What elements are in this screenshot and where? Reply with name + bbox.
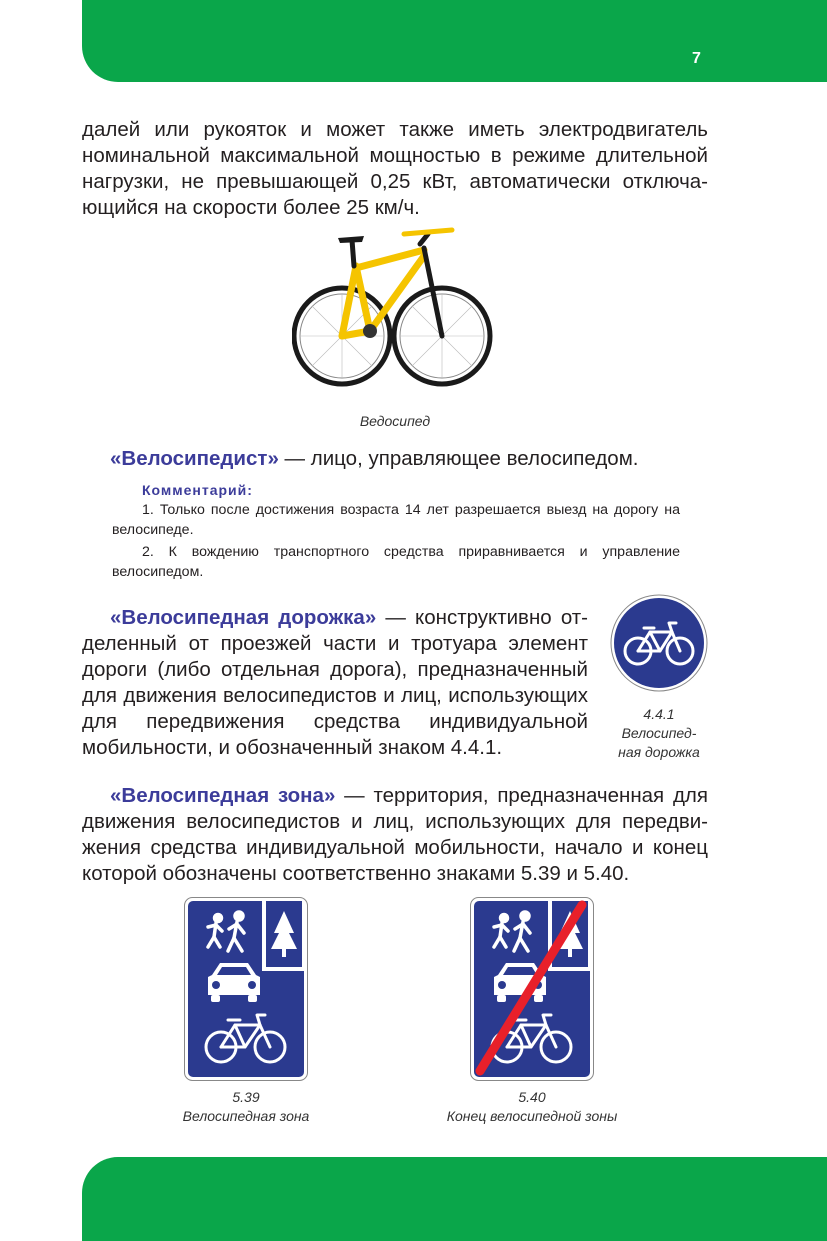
- sign-4-4-1-number: 4.4.1: [643, 706, 675, 722]
- sign-5-39-caption: [146, 1088, 346, 1126]
- sign-5-39-name: Велосипедная зона: [182, 1108, 310, 1124]
- comment-item-2: [112, 542, 680, 582]
- comment-item-2-text: 2. К вождению транспортного средства приравнивается и управление велосипедом.: [112, 544, 680, 580]
- bike-path-term: «Велосипедная дорожка»: [110, 606, 377, 629]
- sign-5-40-name: Конец велосипедной зоны: [446, 1108, 618, 1124]
- comment-title: Комментарий:: [142, 482, 253, 498]
- sign-4-4-1-name-line1: Велосипед-: [621, 725, 697, 741]
- intro-paragraph: далей или рукояток и может также иметь электродвигатель номинальной максимальной мощностью в режиме длительной нагрузки, не превышающей 0,25 кВт, автоматически отключающийся на скорости более 25 км/ч.: [82, 118, 708, 219]
- cyclist-term: «Велосипедист»: [110, 447, 279, 470]
- bike-path-text: — конструктивно отделенный от проезжей части и тротуара элемент дороги (либо отдельная дорога), предназначенный для движения велосипедистов и лиц, использующих для передвижения средства индивидуальной мобильности, и обозначенный знаком 4.4.1.: [82, 606, 588, 759]
- bike-zone-sign-5-39: [184, 897, 308, 1081]
- sign-5-40-number: 5.40: [518, 1089, 546, 1105]
- cyclist-text: — лицо, управляющее велосипедом.: [278, 447, 639, 470]
- bike-path-sign-4-4-1: [610, 594, 708, 692]
- bottom-green-band: [82, 1157, 827, 1241]
- bike-zone-definition: [82, 783, 708, 887]
- comment-item-1-text: 1. Только после достижения возраста 14 лет разрешается выезд на дорогу на велосипеде.: [112, 502, 680, 538]
- page-number: 7: [692, 50, 701, 67]
- sign-5-40-caption: [412, 1088, 652, 1126]
- cyclist-definition: [82, 446, 708, 472]
- sign-4-4-1-caption: [596, 705, 722, 762]
- top-green-band: [82, 0, 827, 82]
- bike-zone-term: «Велосипедная зона»: [110, 784, 336, 807]
- bike-zone-text: — территория, предназначенная для движения велосипедистов и лиц, использующих для передвижения средства индивидуальной мобильности, начало и конец которой обозначены соответственно знаками 5.39 и 5.40.: [82, 784, 708, 885]
- bicycle-caption: Ведосипед: [359, 413, 431, 429]
- bike-path-definition: [82, 605, 588, 761]
- sign-4-4-1-name-line2: ная дорожка: [618, 744, 700, 760]
- sign-5-39-number: 5.39: [232, 1089, 260, 1105]
- bicycle-image: [292, 226, 498, 396]
- bike-zone-end-sign-5-40: [470, 897, 594, 1081]
- comment-item-1: [112, 500, 680, 540]
